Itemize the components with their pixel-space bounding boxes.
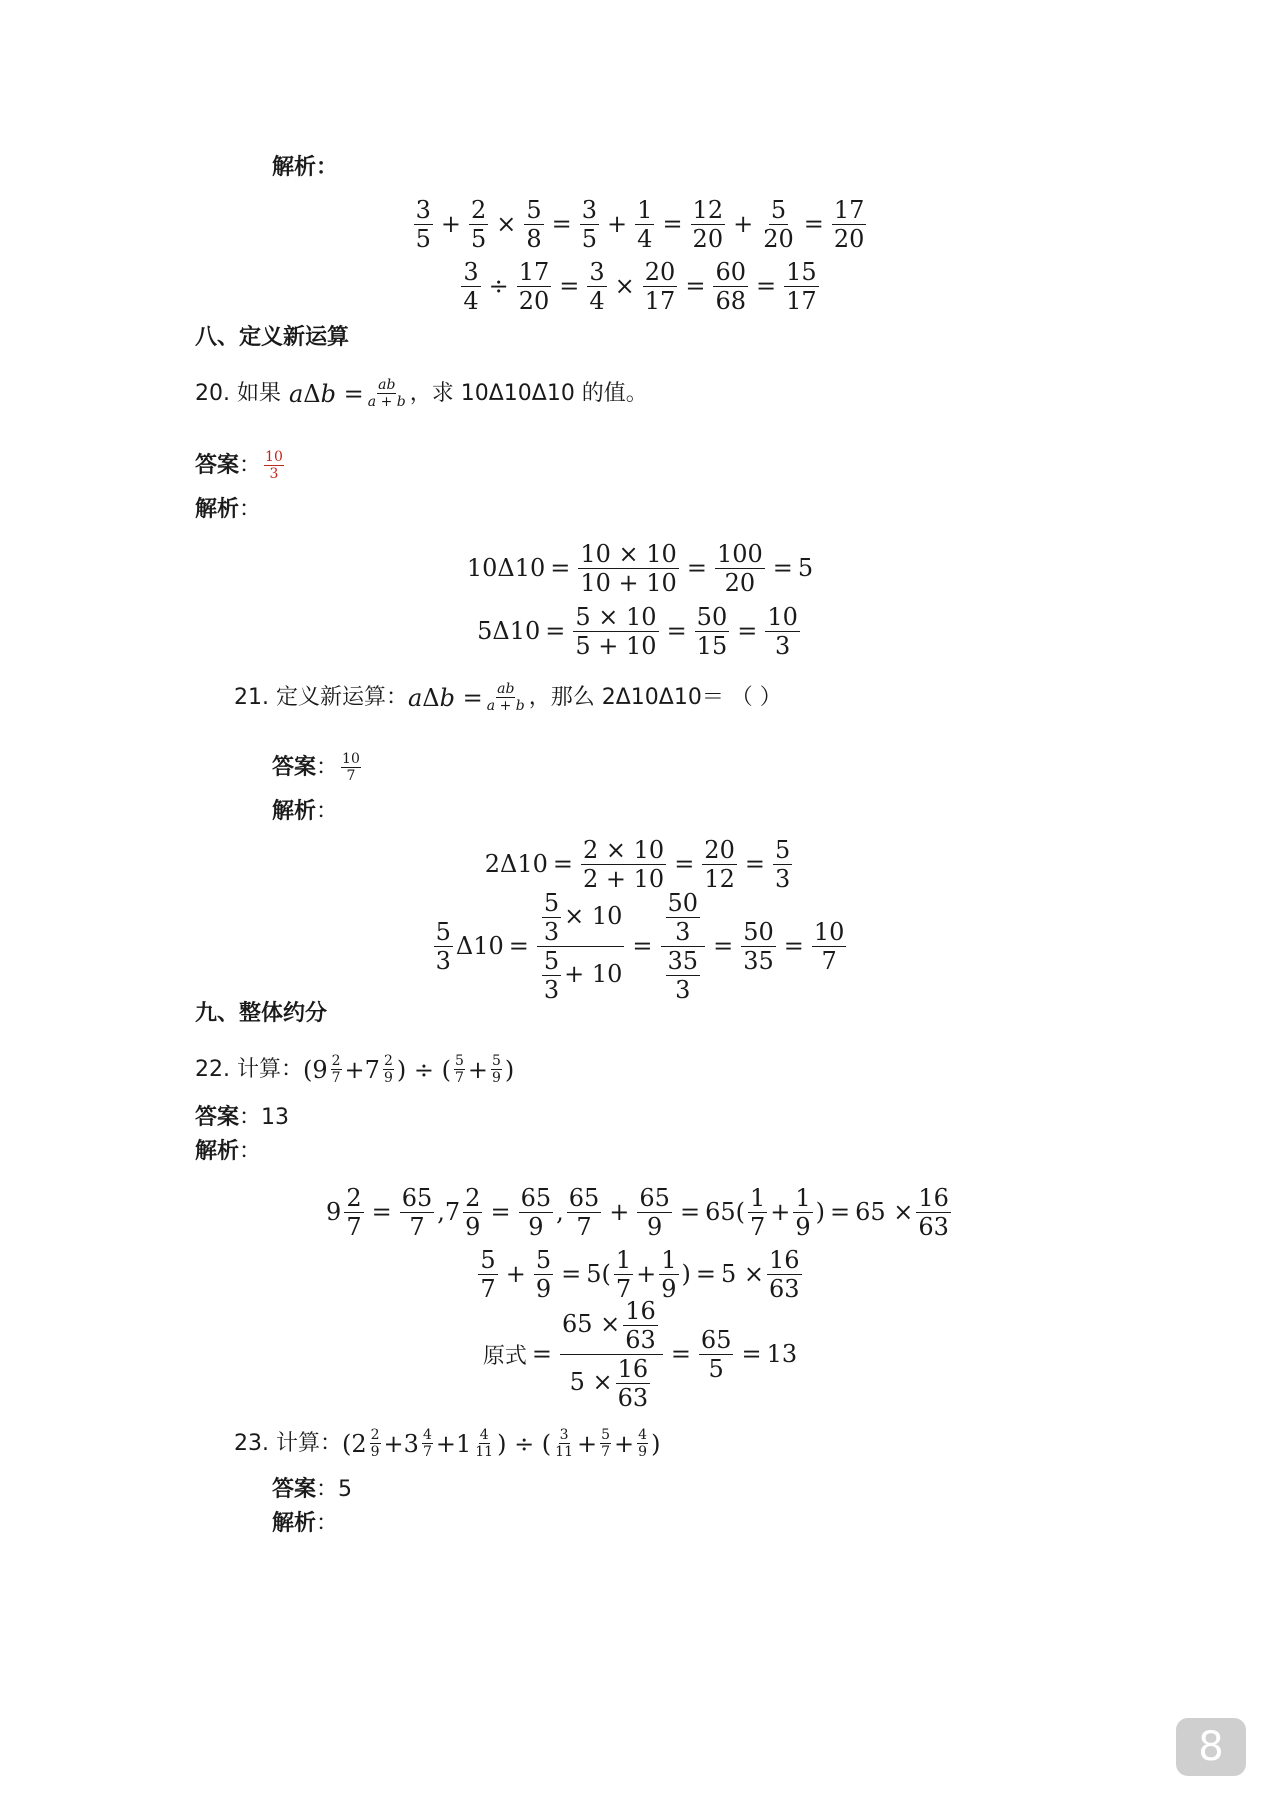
question-20-prefix: 20. 如果 — [195, 380, 281, 406]
analysis-label-20: 解析： — [195, 497, 262, 522]
answer-23: 答案：5 — [272, 1477, 353, 1502]
equation-20-2: 5Δ10 = $\frac{5 \times 10}{5 + 10}$ = $\frac{50}{15}$ = $\frac{10}{3}$ — [477, 602, 798, 660]
equation-top-1: $\frac{3}{5}$ + $\frac{2}{5}$ × $\frac{5}{8}$ = $\frac{3}{5}$ + $\frac{1}{4}$ = $\frac{12}{20}$ + $\frac{5}{20}$ = $\frac{17}{20}$ — [415, 195, 865, 253]
analysis-label: 解析 — [272, 155, 317, 180]
equation-22-3: 原式 = 65 × $\frac{16}{63}$ 5 × $\frac{16}{63}$ = $\frac{65}{5}$ = 13 — [482, 1296, 798, 1412]
equation-22-1: 9 $\frac{2}{7}$ = $\frac{65}{7}$ ,7 $\frac{2}{9}$ = $\frac{65}{9}$ , $\frac{65}{7}$ + $\frac{65}{9}$ = 65( $\frac{1}{7}$ + $\frac{1}{9}$ ) = 65 × $\frac{16}{63}$ — [326, 1183, 949, 1241]
section-heading-8: 八、定义新运算 — [195, 325, 350, 350]
answer-22: 答案：13 — [195, 1105, 290, 1130]
question-23: 23. 计算： (2 $\frac{2}{9}$ +3 $\frac{4}{7}$ +1 $\frac{4}{11}$ ) ÷ ( $\frac{3}{11}$ + $\frac{5}{7}$ + $\frac{4}{9}$ ) — [234, 1427, 661, 1460]
answer-label: 答案 — [195, 452, 240, 478]
answer-20: 答案 ： $\frac{10}{3}$ — [195, 449, 283, 482]
page-number-badge: 8 — [1176, 1718, 1246, 1776]
question-21-suffix: ，那么 2Δ10Δ10＝ （ ） — [528, 684, 782, 710]
answer-20-value: $\frac{10}{3}$ — [265, 449, 283, 482]
question-22: 22. 计算： (9 $\frac{2}{7}$ +7 $\frac{2}{9}$ ) ÷ ( $\frac{5}{7}$ + $\frac{5}{9}$ ) — [195, 1053, 515, 1086]
equation-22-2: $\frac{5}{7}$ + $\frac{5}{9}$ = 5( $\frac{1}{7}$ + $\frac{1}{9}$ ) = 5 × $\frac{16}{63}$ — [480, 1245, 800, 1303]
answer-23-value: 5 — [338, 1477, 353, 1502]
equation-top-2: $\frac{3}{4}$ ÷ $\frac{17}{20}$ = $\frac{3}{4}$ × $\frac{20}{17}$ = $\frac{60}{68}$ = $\frac{15}{17}$ — [463, 257, 817, 315]
answer-22-value: 13 — [261, 1105, 290, 1130]
answer-21-value: $\frac{10}{7}$ — [342, 751, 360, 784]
equation-21-1: 2Δ10 = $\frac{2 \times 10}{2 + 10}$ = $\frac{20}{12}$ = $\frac{5}{3}$ — [484, 835, 791, 893]
analysis-label-top: 解析： — [272, 155, 339, 180]
question-21: 21. 定义新运算： aΔb = $\frac{ab}{a + b}$ ，那么 2Δ10Δ10＝ （ ） — [234, 681, 782, 714]
question-22-prefix: 22. 计算： — [195, 1056, 303, 1082]
question-21-prefix: 21. 定义新运算： — [234, 684, 408, 710]
answer-21: 答案 ： $\frac{10}{7}$ — [272, 751, 360, 784]
question-23-prefix: 23. 计算： — [234, 1430, 342, 1456]
question-20: 20. 如果 aΔb = $\frac{ab}{a + b}$ ，求 10Δ10Δ10 的值。 — [195, 377, 648, 410]
question-20-suffix: ，求 10Δ10Δ10 的值。 — [409, 380, 648, 406]
analysis-label-22: 解析： — [195, 1139, 262, 1164]
equation-21-2: $\frac{5}{3}$ Δ10 = $\frac{5}{3}$ × 10 $\frac{5}{3}$ + 10 = $\frac{\frac{50}{3}}{\frac{35}{3}}$ = $\frac{50}{35}$ = $\frac{10}{7}$ — [435, 888, 845, 1004]
section-heading-9: 九、整体约分 — [195, 1001, 328, 1026]
analysis-label-21: 解析： — [272, 799, 339, 824]
analysis-label-23: 解析： — [272, 1511, 339, 1536]
equation-20-1: 10Δ10 = $\frac{10 \times 10}{10 + 10}$ = $\frac{100}{20}$ = 5 — [466, 539, 814, 597]
